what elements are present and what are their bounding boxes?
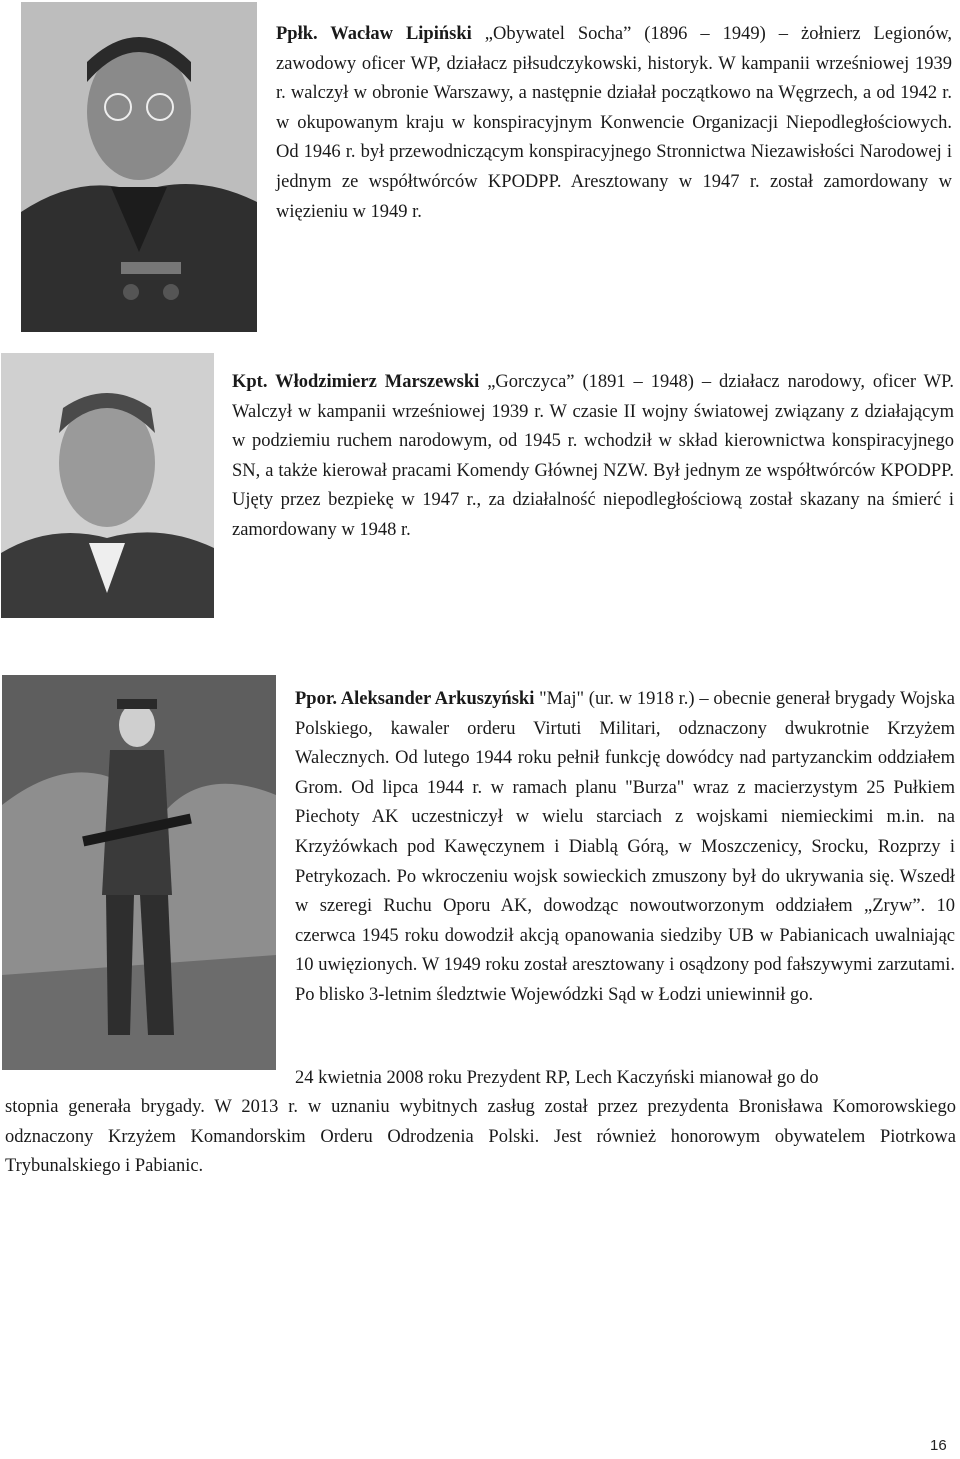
bio-arkuszynski [295,685,955,1011]
portrait-photo-lipinski [21,2,257,332]
bio-lipinski-name: Ppłk. Wacław Lipiński [276,24,472,44]
page-number: 16 [930,1437,947,1454]
bio-arkuszynski-continuation-indent: 24 kwietnia 2008 roku Prezydent RP, Lech Kaczyński mianował go do [295,1068,819,1088]
bio-arkuszynski-text: "Maj" (ur. w 1918 r.) – obecnie generał brygady Wojska Polskiego, kawaler orderu Virtuti Militari, odznaczony dwukrotnie Krzyżem Walecznych. Od lutego 1944 roku pełnił funkcję dowódcy nad partyzanckim oddziałem Grom. Od lipca 1944 r. w ramach planu "Burza" wraz z macierzystym 25 Pułkiem Piechoty AK uczestniczył w wielu starciach z wojskami niemieckimi m.in. na Krzyżówkach pod Kawęczynem i Diablą Górą, w Moszczenicy, Srocku, Rozprzy i Petrykozach. Po wkroczeniu wojsk sowieckich zmuszony był do ukrywania się. Wszedł w szeregi Ruchu Oporu AK, dowodząc nowoutworzonym oddziałem „Zryw”. 10 czerwca 1945 roku dowodził akcją opanowania siedziby UB w Pabianicach uwalniając 10 uwięzionych. W 1949 roku został aresztowany i osądzony pod fałszywymi zarzutami. Po blisko 3-letnim śledztwie Wojewódzki Sąd w Łodzi uniewinnił go. [295,689,956,1005]
bio-arkuszynski-continuation-full: stopnia generała brygady. W 2013 r. w uznaniu wybitnych zasług został przez prezydenta Bronisława Komorowskiego odznaczony Krzyżem Komandorskim Orderu Odrodzenia Polski. Jest również honorowym obywatelem Piotrkowa Trybunalskiego i Pabianic. [5,1097,956,1177]
bio-marszewski-text: „Gorczyca” (1891 – 1948) – działacz narodowy, oficer WP. Walczył w kampanii wrześniowej 1939 r. W czasie II wojny światowej związany z działającym w podziemiu ruchem narodowym, od 1945 r. wchodził w skład kierownictwa konspiracyjnego SN, a także kierował pracami Komendy Głównej NZW. Był jednym ze współtwórców KPODPP. Ujęty przez bezpiekę w 1947 r., za działalność niepodległościową został skazany na śmierć i zamordowany w 1948 r. [232,372,954,540]
portrait-photo-arkuszynski [2,675,276,1070]
portrait-photo-marszewski [1,353,214,618]
bio-marszewski [232,368,954,546]
bio-arkuszynski-name: Ppor. Aleksander Arkuszyński [295,689,535,709]
bio-lipinski [276,20,952,227]
bio-marszewski-name: Kpt. Włodzimierz Marszewski [232,372,480,392]
bio-lipinski-text: „Obywatel Socha” (1896 – 1949) – żołnierz Legionów, zawodowy oficer WP, działacz piłsudczykowski, historyk. W kampanii wrześniowej 1939 r. walczył w obronie Warszawy, a następnie działał początkowo na Węgrzech, a od 1942 r. w okupowanym kraju w konspiracyjnym Konwencie Organizacji Niepodległościowych. Od 1946 r. był przewodniczącym konspiracyjnego Stronnictwa Niezawisłości Narodowej i jednym ze współtwórców KPODPP. Aresztowany w 1947 r. został zamordowany w więzieniu w 1949 r. [276,24,952,222]
